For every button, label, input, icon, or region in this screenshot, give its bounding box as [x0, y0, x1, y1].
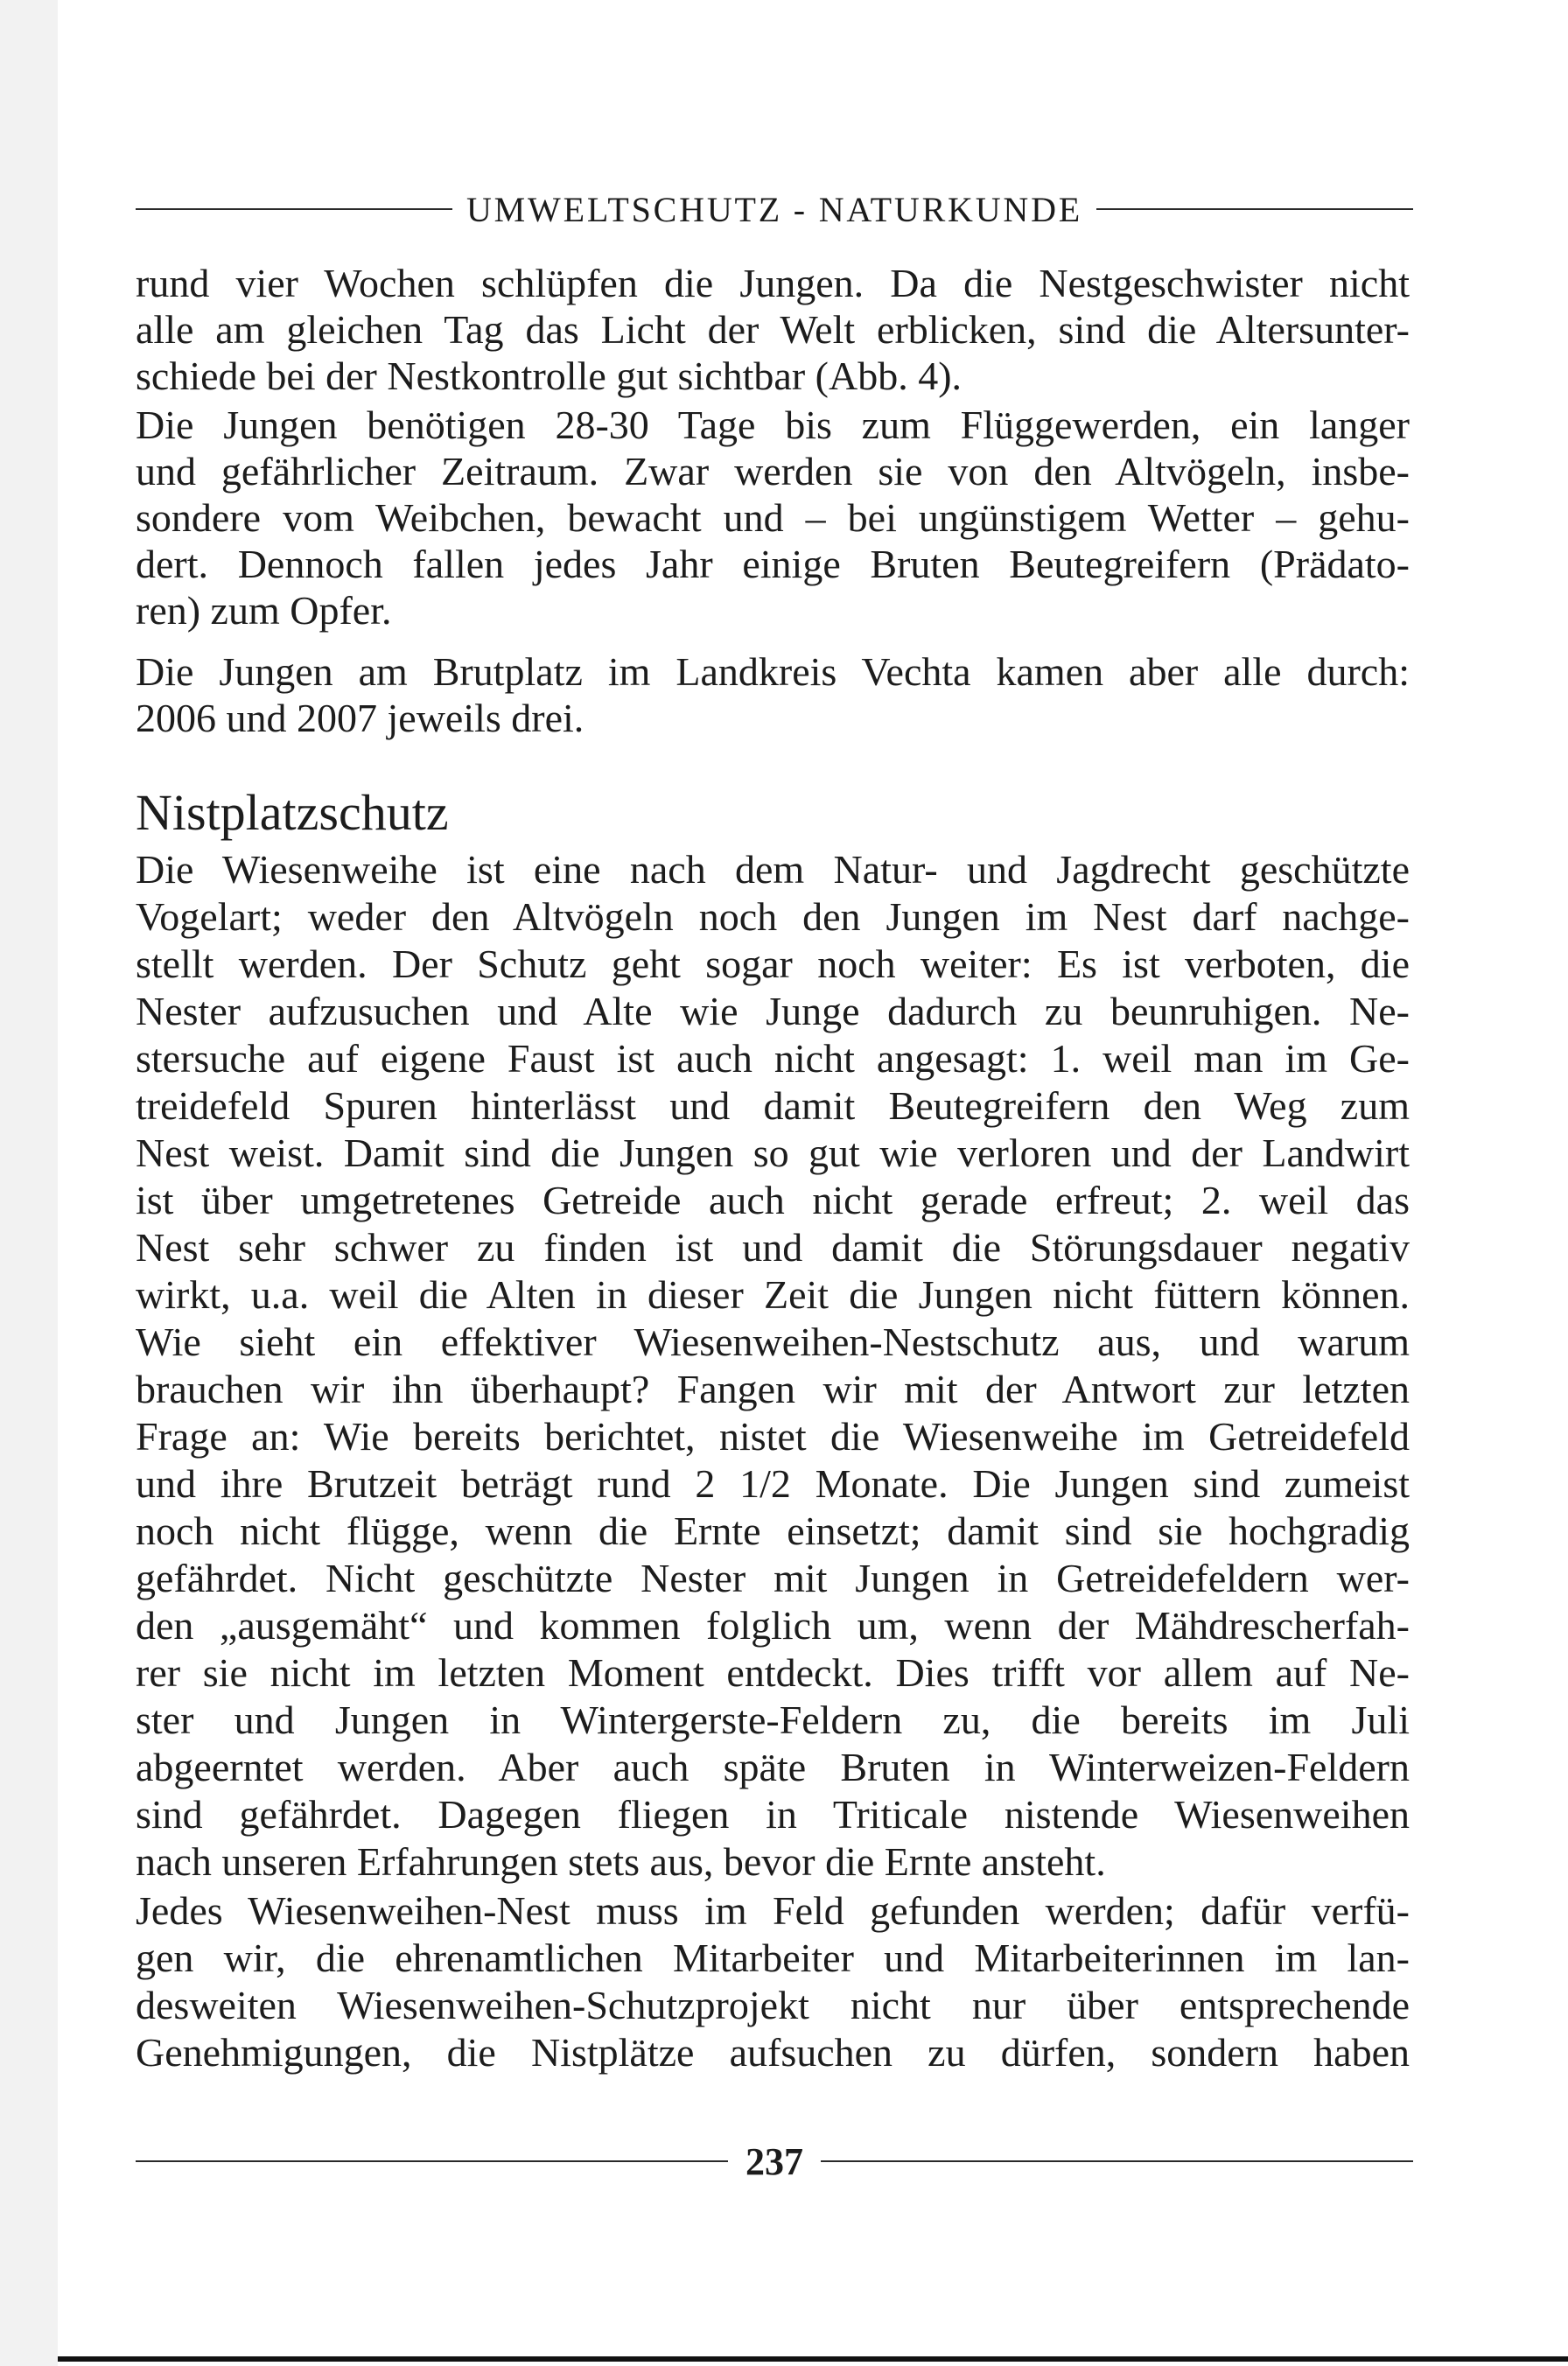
text-line: gen wir, die ehrenamtlichen Mitarbeiter und Mitarbeiterinnen im lan- — [136, 1936, 1410, 1980]
text-line: 2006 und 2007 jeweils drei. — [136, 696, 584, 740]
text-line: Wie sieht ein effektiver Wiesenweihen-Nestschutz aus, und warum — [136, 1320, 1410, 1364]
text-line: stersuche auf eigene Faust ist auch nicht angesagt: 1. weil man im Ge- — [136, 1036, 1410, 1081]
text-line: Nester aufzusuchen und Alte wie Junge dadurch zu beunruhigen. Ne- — [136, 989, 1410, 1033]
text-line: alle am gleichen Tag das Licht der Welt erblicken, sind die Altersunter- — [136, 307, 1410, 352]
text-line: Vogelart; weder den Altvögeln noch den Jungen im Nest darf nachge- — [136, 894, 1410, 939]
text-line: Frage an: Wie bereits berichtet, nistet die Wiesenweihe im Getreidefeld — [136, 1414, 1410, 1459]
text-line: nach unseren Erfahrungen stets aus, bevor die Ernte ansteht. — [136, 1839, 1106, 1884]
text-line: Genehmigungen, die Nistplätze aufsuchen zu dürfen, sondern haben — [136, 2030, 1410, 2075]
text-line: Die Jungen am Brutplatz im Landkreis Vechta kamen aber alle durch: — [136, 649, 1410, 694]
text-line: wirkt, u.a. weil die Alten in dieser Zeit die Jungen nicht füttern können. — [136, 1272, 1410, 1317]
text-line: und gefährlicher Zeitraum. Zwar werden sie von den Altvögeln, insbe- — [136, 449, 1410, 494]
scan-bottom-edge — [58, 2356, 1568, 2362]
footer-rule-right — [821, 2160, 1413, 2162]
text-line: desweiten Wiesenweihen-Schutzprojekt nicht nur über entsprechende — [136, 1983, 1410, 2027]
text-line: Nest weist. Damit sind die Jungen so gut wie verloren und der Landwirt — [136, 1130, 1410, 1175]
text-line: und ihre Brutzeit beträgt rund 2 1/2 Monate. Die Jungen sind zumeist — [136, 1461, 1410, 1506]
text-line: rund vier Wochen schlüpfen die Jungen. Da die Nestgeschwister nicht — [136, 261, 1410, 305]
text-line: stellt werden. Der Schutz geht sogar noch weiter: Es ist verboten, die — [136, 942, 1410, 986]
text-line: Nest sehr schwer zu finden ist und damit die Störungsdauer negativ — [136, 1225, 1410, 1270]
page-footer — [136, 2135, 1413, 2188]
text-line: gefährdet. Nicht geschützte Nester mit Jungen in Getreidefeldern wer- — [136, 1556, 1410, 1600]
text-line: schiede bei der Nestkontrolle gut sichtbar (Abb. 4). — [136, 354, 962, 398]
header-rule-left — [136, 208, 452, 210]
text-line: dert. Dennoch fallen jedes Jahr einige Bruten Beutegreifern (Prädato- — [136, 542, 1410, 586]
text-line: rer sie nicht im letzten Moment entdeckt. Dies trifft vor allem auf Ne- — [136, 1650, 1410, 1695]
page-left-shadow — [0, 0, 58, 2366]
text-line: ren) zum Opfer. — [136, 588, 392, 633]
text-line: Die Wiesenweihe ist eine nach dem Natur- und Jagdrecht geschützte — [136, 847, 1410, 892]
text-line: noch nicht flügge, wenn die Ernte einsetzt; damit sind sie hochgradig — [136, 1508, 1410, 1553]
text-line: ster und Jungen in Wintergerste-Feldern zu, die bereits im Juli — [136, 1698, 1410, 1742]
running-head — [136, 178, 1413, 240]
text-line: abgeerntet werden. Aber auch späte Bruten in Winterweizen-Feldern — [136, 1745, 1410, 1789]
text-line: Jedes Wiesenweihen-Nest muss im Feld gefunden werden; dafür verfü- — [136, 1888, 1410, 1933]
text-line: ist über umgetretenes Getreide auch nicht gerade erfreut; 2. weil das — [136, 1178, 1410, 1222]
text-line: den „ausgemäht“ und kommen folglich um, wenn der Mähdrescherfah- — [136, 1603, 1410, 1648]
running-title: UMWELTSCHUTZ - NATURKUNDE — [466, 189, 1083, 229]
section-heading: Nistplatzschutz — [136, 784, 449, 841]
footer-rule-left — [136, 2160, 728, 2162]
page-number: 237 — [746, 2139, 803, 2183]
text-line: Die Jungen benötigen 28-30 Tage bis zum Flüggewerden, ein langer — [136, 402, 1410, 447]
text-line: treidefeld Spuren hinterlässt und damit Beutegreifern den Weg zum — [136, 1083, 1410, 1128]
text-line: sondere vom Weibchen, bewacht und – bei ungünstigem Wetter – gehu- — [136, 495, 1410, 540]
header-rule-right — [1096, 208, 1413, 210]
text-line: sind gefährdet. Dagegen fliegen in Triticale nistende Wiesenweihen — [136, 1792, 1410, 1837]
text-line: brauchen wir ihn überhaupt? Fangen wir mit der Antwort zur letzten — [136, 1367, 1410, 1411]
